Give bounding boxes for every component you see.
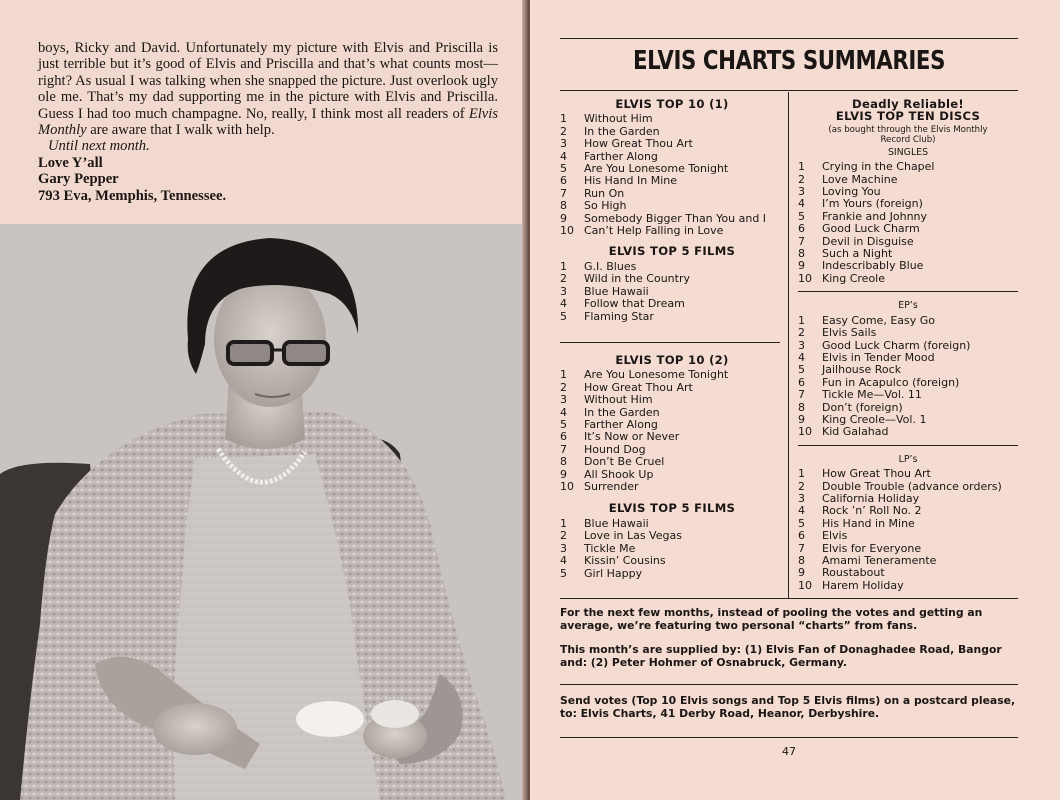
discs-note-1: (as bought through the Elvis Monthly xyxy=(828,124,988,135)
item-rank: 10 xyxy=(798,578,812,592)
item-rank: 3 xyxy=(560,393,567,407)
column-divider xyxy=(788,92,789,598)
top10-2-title: ELVIS TOP 10 (2) xyxy=(615,353,729,367)
list-item xyxy=(560,394,784,406)
footer-top-rule xyxy=(560,598,1018,599)
item-title: Flaming Star xyxy=(584,309,654,323)
left-column-rule xyxy=(560,342,780,343)
list-item xyxy=(798,327,1018,339)
list-item xyxy=(798,364,1018,376)
item-title: His Hand in Mine xyxy=(822,516,915,530)
list-item xyxy=(560,273,784,285)
item-title: Farther Along xyxy=(584,149,658,163)
item-rank: 1 xyxy=(798,467,805,481)
item-title: Hound Dog xyxy=(584,442,646,456)
item-rank: 3 xyxy=(560,541,567,555)
item-rank: 10 xyxy=(798,271,812,285)
list-item xyxy=(560,138,784,150)
item-title: Elvis for Everyone xyxy=(822,541,922,555)
title-top-rule xyxy=(560,38,1018,39)
item-title: Loving You xyxy=(822,185,881,199)
item-title: How Great Thou Art xyxy=(584,137,693,151)
eps-label: EP’s xyxy=(898,300,918,312)
item-title: It’s Now or Never xyxy=(584,430,680,444)
list-item xyxy=(560,456,784,468)
item-title: In the Garden xyxy=(584,405,660,419)
item-rank: 2 xyxy=(560,380,567,394)
item-rank: 5 xyxy=(560,566,567,580)
item-title: Girl Happy xyxy=(584,566,643,580)
item-rank: 5 xyxy=(560,418,567,432)
item-title: Easy Come, Easy Go xyxy=(822,313,935,327)
item-title: Indescribably Blue xyxy=(822,259,924,273)
item-rank: 10 xyxy=(798,425,812,439)
item-rank: 7 xyxy=(798,234,805,248)
item-rank: 4 xyxy=(798,350,805,364)
item-rank: 8 xyxy=(798,247,805,261)
item-title: Blue Hawaii xyxy=(584,516,649,530)
item-rank: 4 xyxy=(798,504,805,518)
item-rank: 8 xyxy=(560,455,567,469)
item-rank: 9 xyxy=(798,566,805,580)
item-rank: 2 xyxy=(798,326,805,340)
list-item xyxy=(798,580,1018,592)
item-title: In the Garden xyxy=(584,124,660,138)
item-title: Elvis xyxy=(822,529,848,543)
item-rank: 1 xyxy=(798,160,805,174)
item-rank: 6 xyxy=(798,222,805,236)
item-title: Love in Las Vegas xyxy=(584,529,682,543)
item-title: Such a Night xyxy=(822,247,893,261)
item-title: Kid Galahad xyxy=(822,425,889,439)
discs-title-1: Deadly Reliable! xyxy=(852,97,964,111)
item-title: Jailhouse Rock xyxy=(822,363,902,377)
item-rank: 6 xyxy=(798,375,805,389)
list-item xyxy=(560,113,784,125)
footer-para-3: Send votes (Top 10 Elvis songs and Top 5 Elvis films) on a postcard please, to: Elvis Charts, 41 Derby Road, Heanor, Derbyshire. xyxy=(560,694,1016,721)
item-title: King Creole—Vol. 1 xyxy=(822,412,927,426)
photo-woman-in-chair xyxy=(0,224,526,800)
item-rank: 2 xyxy=(560,272,567,286)
discs-column xyxy=(798,98,1018,592)
item-title: Elvis Sails xyxy=(822,326,877,340)
item-rank: 5 xyxy=(798,209,805,223)
list-item xyxy=(798,567,1018,579)
item-title: All Shook Up xyxy=(584,467,654,481)
list-item xyxy=(798,530,1018,542)
letter-until: Until next month. xyxy=(48,138,150,155)
item-rank: 1 xyxy=(560,112,567,126)
list-item xyxy=(798,198,1018,210)
item-title: How Great Thou Art xyxy=(584,380,693,394)
photo-illustration xyxy=(0,224,526,800)
item-title: Farther Along xyxy=(584,418,658,432)
item-title: Are You Lonesome Tonight xyxy=(584,162,729,176)
list-item xyxy=(560,431,784,443)
list-item xyxy=(798,260,1018,272)
item-title: California Holiday xyxy=(822,491,920,505)
item-title: Somebody Bigger Than You and I xyxy=(584,211,767,225)
list-item xyxy=(560,530,784,542)
item-rank: 4 xyxy=(560,554,567,568)
item-title: Surrender xyxy=(584,480,639,494)
item-rank: 8 xyxy=(560,199,567,213)
list-item xyxy=(560,311,784,323)
list-item xyxy=(798,223,1018,235)
letter-paragraph: boys, Ricky and David. Unfortunately my picture with Elvis and Priscilla is just terrible but it’s good of Elvis and Priscilla and that’s what counts most—right? As usual I was talking when she snapped the picture. Just overlook ugly ole me. That’s my dad supporting me in the picture with Elvis and Priscilla. Guess I had too much champagne. No, really, I think most all readers of Elvis Monthly are aware that I walk with help. xyxy=(38,40,498,139)
page-title: ELVIS CHARTS SUMMARIES xyxy=(632,46,946,76)
top10-2-list xyxy=(560,369,784,493)
list-item xyxy=(798,426,1018,438)
item-rank: 9 xyxy=(798,412,805,426)
item-rank: 6 xyxy=(560,174,567,188)
left-page xyxy=(0,0,526,800)
list-item xyxy=(560,200,784,212)
page-number: 47 xyxy=(782,745,796,758)
list-item xyxy=(560,369,784,381)
list-item xyxy=(798,468,1018,480)
item-rank: 7 xyxy=(798,541,805,555)
item-title: Blue Hawaii xyxy=(584,284,649,298)
item-title: Tickle Me xyxy=(584,541,636,555)
item-rank: 1 xyxy=(560,516,567,530)
item-title: Crying in the Chapel xyxy=(822,160,935,174)
item-rank: 5 xyxy=(798,516,805,530)
films-1-title: ELVIS TOP 5 FILMS xyxy=(608,244,736,259)
item-rank: 4 xyxy=(560,149,567,163)
item-title: Wild in the Country xyxy=(584,272,690,286)
item-title: Can’t Help Falling in Love xyxy=(584,224,724,238)
list-item xyxy=(560,225,784,237)
item-rank: 3 xyxy=(560,284,567,298)
item-rank: 7 xyxy=(560,442,567,456)
item-rank: 2 xyxy=(560,529,567,543)
item-title: G.I. Blues xyxy=(584,259,637,273)
list-item xyxy=(798,389,1018,401)
item-title: Without Him xyxy=(584,112,653,126)
item-title: Double Trouble (advance orders) xyxy=(822,479,1002,493)
item-rank: 3 xyxy=(560,137,567,151)
item-rank: 1 xyxy=(560,259,567,273)
item-rank: 1 xyxy=(798,313,805,327)
item-rank: 10 xyxy=(560,480,574,494)
top10-1-title: ELVIS TOP 10 (1) xyxy=(615,97,729,111)
list-item xyxy=(798,273,1018,285)
eps-rule xyxy=(798,445,1018,446)
list-item xyxy=(560,175,784,187)
item-rank: 2 xyxy=(798,172,805,186)
discs-note-2: Record Club) xyxy=(880,134,936,145)
list-item xyxy=(560,481,784,493)
list-item xyxy=(560,298,784,310)
item-rank: 9 xyxy=(560,211,567,225)
lps-list xyxy=(798,468,1018,592)
item-rank: 3 xyxy=(798,338,805,352)
item-title: Frankie and Johnny xyxy=(822,209,928,223)
eps-list xyxy=(798,315,1018,439)
item-title: Good Luck Charm (foreign) xyxy=(822,338,971,352)
item-rank: 8 xyxy=(798,554,805,567)
footer-para-2: This month’s are supplied by: (1) Elvis Fan of Donaghadee Road, Bangor and: (2) Peter Hohmer of Osnabruck, Germany. xyxy=(560,643,1002,670)
item-title: Run On xyxy=(584,186,625,200)
letter-sign-name: Gary Pepper xyxy=(38,171,119,188)
films-2-list xyxy=(560,518,784,580)
item-rank: 10 xyxy=(560,224,574,238)
item-title: Without Him xyxy=(584,393,653,407)
footer-mid-rule xyxy=(560,684,1018,685)
item-title: Devil in Disguise xyxy=(822,234,914,248)
left-chart-column xyxy=(560,98,784,323)
item-rank: 5 xyxy=(798,363,805,377)
singles-list xyxy=(798,161,1018,285)
item-rank: 4 xyxy=(560,405,567,419)
item-rank: 5 xyxy=(560,309,567,323)
list-item xyxy=(798,161,1018,173)
letter-text xyxy=(38,40,498,204)
list-item xyxy=(560,568,784,580)
discs-title-2: ELVIS TOP TEN DISCS xyxy=(835,109,981,124)
item-rank: 4 xyxy=(560,297,567,311)
item-title: Follow that Dream xyxy=(584,297,685,311)
item-rank: 4 xyxy=(798,197,805,211)
item-title: So High xyxy=(584,199,627,213)
item-rank: 5 xyxy=(560,162,567,176)
item-title: Love Machine xyxy=(822,172,898,186)
item-title: Roustabout xyxy=(822,566,885,580)
left-chart-column-2 xyxy=(560,354,784,580)
item-rank: 9 xyxy=(560,467,567,481)
footer-para-1: For the next few months, instead of pooling the votes and getting an average, we’re featuring two personal “charts” from fans. xyxy=(560,606,983,633)
item-title: Fun in Acapulco (foreign) xyxy=(822,375,960,389)
lps-label: LP’s xyxy=(898,453,918,465)
item-title: King Creole xyxy=(822,271,886,285)
item-title: Tickle Me—Vol. 11 xyxy=(822,388,922,402)
item-rank: 6 xyxy=(560,430,567,444)
item-title: Rock ’n’ Roll No. 2 xyxy=(822,504,922,518)
footer-bottom-rule xyxy=(560,737,1018,738)
films-1-list xyxy=(560,261,784,323)
films-2-title: ELVIS TOP 5 FILMS xyxy=(608,501,736,516)
item-rank: 6 xyxy=(798,529,805,543)
item-title: His Hand In Mine xyxy=(584,174,678,188)
list-item xyxy=(560,555,784,567)
item-title: Don’t Be Cruel xyxy=(584,455,665,469)
item-rank: 1 xyxy=(560,368,567,382)
item-title: Harem Holiday xyxy=(822,578,904,592)
item-title: Kissin’ Cousins xyxy=(584,554,666,568)
letter-sign-address: 793 Eva, Memphis, Tennessee. xyxy=(38,187,227,204)
title-bottom-rule xyxy=(560,90,1018,91)
item-title: Elvis in Tender Mood xyxy=(822,350,935,364)
item-title: Good Luck Charm xyxy=(822,222,920,236)
top10-1-list xyxy=(560,113,784,237)
list-item xyxy=(798,505,1018,517)
singles-label: SINGLES xyxy=(887,146,929,158)
item-rank: 2 xyxy=(560,124,567,138)
item-title: How Great Thou Art xyxy=(822,467,931,481)
item-rank: 3 xyxy=(798,491,805,505)
item-rank: 9 xyxy=(798,259,805,273)
item-title: Amami Teneramente xyxy=(822,554,937,567)
item-rank: 7 xyxy=(560,186,567,200)
letter-sign-love: Love Y’all xyxy=(38,154,103,171)
item-title: I’m Yours (foreign) xyxy=(822,197,923,211)
item-title: Are You Lonesome Tonight xyxy=(584,368,729,382)
item-rank: 8 xyxy=(798,400,805,414)
item-title: Don’t (foreign) xyxy=(822,400,903,414)
singles-rule xyxy=(798,291,1018,292)
item-rank: 7 xyxy=(798,388,805,402)
item-rank: 2 xyxy=(798,479,805,493)
item-rank: 3 xyxy=(798,185,805,199)
